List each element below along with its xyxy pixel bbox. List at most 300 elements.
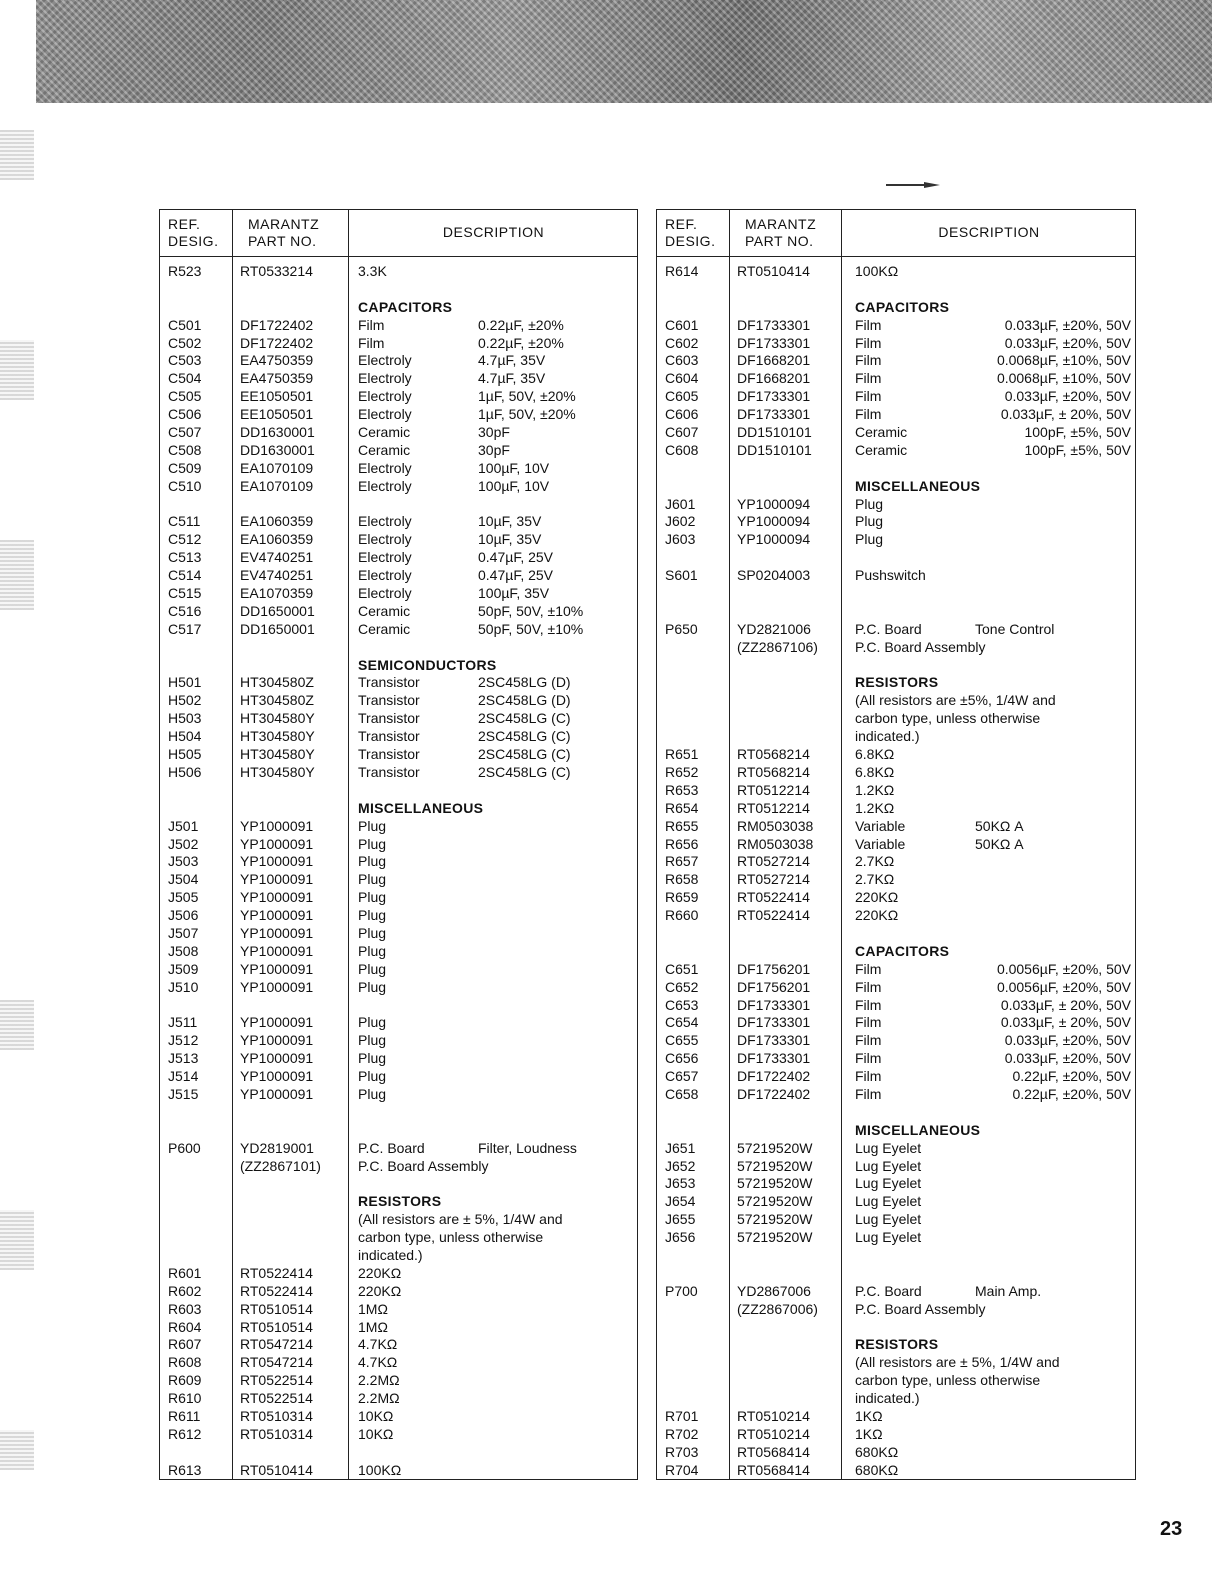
table-row — [657, 1229, 1135, 1247]
value-cell: 10µF, 35V — [478, 531, 542, 548]
ref-desig-cell: C508 — [168, 441, 202, 458]
table-row — [657, 639, 1135, 657]
ref-desig-cell: J508 — [168, 942, 199, 959]
ref-desig-cell: R702 — [665, 1425, 699, 1442]
ref-desig-cell: C507 — [168, 424, 202, 441]
table-row — [657, 764, 1135, 782]
part-no-cell: RT0510214 — [737, 1425, 810, 1442]
description-cell: 4.7KΩ — [358, 1336, 398, 1353]
table-row — [160, 710, 637, 728]
ref-desig-cell: R609 — [168, 1372, 202, 1389]
description-cell: Plug — [358, 978, 387, 995]
table-row — [160, 818, 637, 836]
description-cell: P.C. Board Assembly — [855, 1300, 986, 1317]
description-cell: 6.8KΩ — [855, 763, 895, 780]
description-cell: 1MΩ — [358, 1318, 388, 1335]
table-row — [160, 1086, 637, 1104]
table-row — [657, 1426, 1135, 1444]
description-cell: indicated.) — [855, 1390, 920, 1407]
part-no-cell: YP1000091 — [240, 853, 314, 870]
part-no-cell: EA4750359 — [240, 352, 314, 369]
description-cell: 2.7KΩ — [855, 853, 895, 870]
table-row — [657, 424, 1135, 442]
value-cell: 2SC458LG (C) — [478, 746, 571, 763]
table-row — [657, 1247, 1135, 1265]
value-cell: 0.22µF, ±20% — [478, 316, 564, 333]
description-cell: Electroly — [358, 477, 412, 494]
part-no-cell: RM0503038 — [737, 835, 814, 852]
part-no-cell: 57219520W — [737, 1157, 813, 1174]
section-heading: RESISTORS — [855, 674, 939, 691]
description-cell: Transistor — [358, 746, 420, 763]
value-cell: 2SC458LG (D) — [478, 692, 571, 709]
part-no-cell: YD2821006 — [737, 620, 811, 637]
part-no-cell: RT0547214 — [240, 1354, 313, 1371]
description-cell: P.C. Board — [855, 620, 922, 637]
table-row — [657, 674, 1135, 692]
header-desig: DESIG. — [665, 233, 716, 249]
value-cell: 50KΩ A — [975, 817, 1024, 834]
table-row — [657, 1301, 1135, 1319]
part-no-cell: YD2819001 — [240, 1139, 314, 1156]
ref-desig-cell: C505 — [168, 388, 202, 405]
header-ref: REF. — [168, 216, 201, 232]
ref-desig-cell: R701 — [665, 1408, 699, 1424]
description-header: DESCRIPTION — [938, 224, 1040, 240]
value-cell: Filter, Loudness — [478, 1139, 577, 1156]
part-no-cell: YP1000091 — [240, 924, 314, 941]
table-row — [657, 317, 1135, 335]
table-row — [160, 1158, 637, 1176]
table-row — [160, 889, 637, 907]
description-cell: 220KΩ — [855, 889, 899, 906]
table-row — [160, 943, 637, 961]
table-row — [160, 496, 637, 514]
description-cell: Electroly — [358, 370, 412, 387]
ref-desig-cell: R651 — [665, 746, 699, 763]
description-cell: Film — [855, 334, 882, 351]
ref-desig-cell: C602 — [665, 334, 699, 351]
table-row — [657, 478, 1135, 496]
description-cell: Film — [855, 352, 882, 369]
value-cell: 50pF, 50V, ±10% — [478, 602, 584, 619]
part-no-cell: 57219520W — [737, 1229, 813, 1246]
part-no-cell: DF1733301 — [737, 388, 811, 405]
value-cell: 2SC458LG (C) — [478, 710, 571, 727]
description-cell: Film — [855, 1032, 882, 1049]
value-cell: 0.033µF, ±20%, 50V — [1004, 1032, 1131, 1049]
description-cell: Film — [855, 978, 882, 995]
section-heading: MISCELLANEOUS — [855, 477, 981, 494]
header-part-no: PART NO. — [248, 233, 317, 249]
part-no-cell: RT0568414 — [737, 1443, 810, 1460]
table-row — [657, 907, 1135, 925]
value-cell: 2SC458LG (D) — [478, 674, 571, 691]
ref-desig-cell: R659 — [665, 889, 699, 906]
part-no-cell: RT0547214 — [240, 1336, 313, 1353]
table-row — [657, 585, 1135, 603]
part-no-cell: YP1000094 — [737, 495, 811, 512]
ref-desig-cell: C516 — [168, 602, 202, 619]
table-row — [657, 746, 1135, 764]
table-row — [160, 1301, 637, 1319]
table-row — [160, 1247, 637, 1265]
description-cell: 220KΩ — [358, 1282, 402, 1299]
table-row — [160, 281, 637, 299]
part-no-cell: EA1060359 — [240, 513, 314, 530]
ref-desig-cell: R655 — [665, 817, 699, 834]
description-cell: Film — [855, 1050, 882, 1067]
table-row — [657, 281, 1135, 299]
table-row — [160, 317, 637, 335]
description-cell: Ceramic — [358, 441, 411, 458]
table-row — [657, 1390, 1135, 1408]
table-row — [160, 836, 637, 854]
part-no-cell: DF1733301 — [737, 996, 811, 1013]
part-no-cell: DF1733301 — [737, 1032, 811, 1049]
table-row — [657, 1086, 1135, 1104]
part-no-cell: YP1000091 — [240, 1085, 314, 1102]
ref-desig-cell: J506 — [168, 907, 199, 924]
value-cell: 0.0056µF, ±20%, 50V — [996, 960, 1131, 977]
header-marantz: MARANTZ — [745, 216, 817, 232]
value-cell: 50KΩ A — [975, 835, 1024, 852]
value-cell: 30pF — [478, 424, 510, 441]
ref-desig-cell: J655 — [665, 1211, 696, 1228]
description-cell: Film — [855, 1014, 882, 1031]
ref-desig-cell: R612 — [168, 1425, 202, 1442]
description-cell: Ceramic — [855, 424, 908, 441]
table-row — [160, 657, 637, 675]
table-row — [657, 1140, 1135, 1158]
description-cell: Electroly — [358, 406, 412, 423]
table-row — [160, 460, 637, 478]
description-cell: Lug Eyelet — [855, 1229, 922, 1246]
ref-desig-cell: R614 — [665, 263, 699, 279]
ref-desig-cell: J509 — [168, 960, 199, 977]
description-cell: Film — [855, 406, 882, 423]
description-cell: Plug — [358, 817, 387, 834]
value-cell: 1µF, 50V, ±20% — [478, 388, 576, 405]
ref-desig-cell: J512 — [168, 1032, 199, 1049]
part-no-cell: RT0568214 — [737, 763, 810, 780]
description-cell: Electroly — [358, 352, 412, 369]
section-heading: RESISTORS — [358, 1193, 442, 1210]
ref-desig-cell: P650 — [665, 620, 698, 637]
table-row — [657, 871, 1135, 889]
part-no-cell: EA1060359 — [240, 531, 314, 548]
description-cell: Film — [855, 1085, 882, 1102]
description-cell: Plug — [358, 871, 387, 888]
part-no-cell: RT0510414 — [240, 1461, 313, 1478]
ref-desig-cell: C503 — [168, 352, 202, 369]
part-no-cell: HT304580Y — [240, 763, 315, 780]
description-cell: carbon type, unless otherwise — [855, 710, 1041, 727]
table-row — [160, 1372, 637, 1390]
ref-desig-cell: R657 — [665, 853, 699, 870]
value-cell: 0.22µF, ±20%, 50V — [1012, 1085, 1131, 1102]
table-row — [160, 746, 637, 764]
table-row — [657, 925, 1135, 943]
ref-desig-cell: C510 — [168, 477, 202, 494]
table-row — [657, 961, 1135, 979]
description-cell: Plug — [358, 942, 387, 959]
ref-desig-cell: J602 — [665, 513, 696, 530]
part-no-cell: (ZZ2867006) — [737, 1300, 818, 1317]
part-no-cell: DF1733301 — [737, 316, 811, 333]
table-row — [160, 263, 637, 281]
description-cell: Transistor — [358, 692, 420, 709]
ref-desig-cell: H505 — [168, 746, 202, 763]
part-no-cell: DF1722402 — [240, 316, 314, 333]
part-no-cell: YP1000091 — [240, 978, 314, 995]
description-cell: indicated.) — [358, 1246, 423, 1263]
description-cell: Plug — [358, 960, 387, 977]
part-no-cell: RT0527214 — [737, 871, 810, 888]
table-row — [657, 406, 1135, 424]
ref-desig-cell: C501 — [168, 316, 202, 333]
table-row — [657, 1444, 1135, 1462]
description-cell: Film — [855, 960, 882, 977]
part-no-cell: DD1650001 — [240, 620, 315, 637]
table-row — [160, 406, 637, 424]
ref-desig-cell: R601 — [168, 1264, 202, 1281]
description-cell: Plug — [358, 835, 387, 852]
part-no-cell: RT0522414 — [240, 1264, 313, 1281]
value-cell: 10µF, 35V — [478, 513, 542, 530]
table-row — [160, 335, 637, 353]
ref-desig-cell: C603 — [665, 352, 699, 369]
table-row — [657, 1354, 1135, 1372]
description-cell: Plug — [358, 907, 387, 924]
section-heading: SEMICONDUCTORS — [358, 656, 497, 673]
table-row — [160, 1193, 637, 1211]
ref-desig-cell: C607 — [665, 424, 699, 441]
table-row — [160, 1336, 637, 1354]
description-cell: Plug — [358, 1050, 387, 1067]
part-no-cell: YP1000091 — [240, 960, 314, 977]
description-cell: carbon type, unless otherwise — [358, 1229, 544, 1246]
value-cell: 2SC458LG (C) — [478, 728, 571, 745]
part-no-cell: EA4750359 — [240, 370, 314, 387]
table-row — [657, 496, 1135, 514]
description-cell: Plug — [358, 853, 387, 870]
part-no-cell: YP1000094 — [737, 513, 811, 530]
description-cell: P.C. Board Assembly — [358, 1157, 489, 1174]
value-cell: 100µF, 10V — [478, 477, 550, 494]
table-body — [657, 263, 1135, 1480]
table-row — [160, 1014, 637, 1032]
ref-desig-cell: J654 — [665, 1193, 696, 1210]
table-row — [657, 567, 1135, 585]
table-row — [657, 1032, 1135, 1050]
binding-edge-mark — [0, 1210, 34, 1270]
part-no-cell: 57219520W — [737, 1175, 813, 1192]
ref-desig-cell: R602 — [168, 1282, 202, 1299]
section-heading: MISCELLANEOUS — [358, 799, 484, 816]
table-body — [160, 263, 637, 1480]
part-no-cell: YP1000091 — [240, 1014, 314, 1031]
table-row — [160, 692, 637, 710]
description-cell: Film — [855, 1068, 882, 1085]
header-part-no: PART NO. — [745, 233, 814, 249]
part-no-cell: DD1510101 — [737, 424, 812, 441]
description-cell: 220KΩ — [358, 1264, 402, 1281]
part-no-cell: RT0533214 — [240, 263, 313, 279]
ref-desig-cell: C605 — [665, 388, 699, 405]
table-row — [160, 299, 637, 317]
table-row — [657, 335, 1135, 353]
ref-desig-cell: P700 — [665, 1282, 698, 1299]
ref-desig-cell: J507 — [168, 924, 199, 941]
part-no-cell: DD1650001 — [240, 602, 315, 619]
ref-desig-cell: C512 — [168, 531, 202, 548]
binding-edge-mark — [0, 340, 34, 400]
part-no-cell: RT0522514 — [240, 1390, 313, 1407]
value-cell: 0.033µF, ±20%, 50V — [1004, 1050, 1131, 1067]
description-cell: Pushswitch — [855, 567, 926, 584]
part-no-cell: DF1733301 — [737, 1050, 811, 1067]
value-cell: 0.033µF, ±20%, 50V — [1004, 388, 1131, 405]
value-cell: 0.0056µF, ±20%, 50V — [996, 978, 1131, 995]
table-row — [657, 603, 1135, 621]
part-no-cell: HT304580Y — [240, 728, 315, 745]
value-cell: 0.47µF, 25V — [478, 549, 554, 566]
ref-desig-cell: C502 — [168, 334, 202, 351]
part-no-cell: RT0510314 — [240, 1408, 313, 1424]
description-cell: 1MΩ — [358, 1300, 388, 1317]
description-cell: Plug — [855, 513, 884, 530]
description-cell: Film — [855, 316, 882, 333]
table-row — [657, 1265, 1135, 1283]
ref-desig-cell: R610 — [168, 1390, 202, 1407]
part-no-cell: RT0510414 — [737, 263, 810, 279]
ref-desig-cell: C515 — [168, 585, 202, 602]
description-cell: Plug — [358, 924, 387, 941]
table-row — [160, 603, 637, 621]
parts-table-left — [159, 209, 638, 1480]
ref-desig-cell: J651 — [665, 1139, 696, 1156]
table-row — [160, 728, 637, 746]
value-cell: 0.22µF, ±20% — [478, 334, 564, 351]
value-cell: Tone Control — [975, 620, 1055, 637]
part-no-cell: DF1733301 — [737, 1014, 811, 1031]
table-row — [160, 388, 637, 406]
ref-desig-cell: C608 — [665, 441, 699, 458]
description-cell: Transistor — [358, 728, 420, 745]
ref-desig-cell: R611 — [168, 1408, 201, 1424]
description-cell: 100KΩ — [855, 263, 899, 279]
value-cell: 100µF, 35V — [478, 585, 550, 602]
ref-desig-cell: C658 — [665, 1085, 699, 1102]
ref-desig-cell: R652 — [665, 763, 699, 780]
section-heading: CAPACITORS — [855, 298, 950, 315]
table-row — [657, 657, 1135, 675]
value-cell: 0.0068µF, ±10%, 50V — [996, 352, 1131, 369]
table-row — [160, 352, 637, 370]
part-no-cell: RT0522414 — [737, 907, 810, 924]
value-cell: 0.22µF, ±20%, 50V — [1012, 1068, 1131, 1085]
ref-desig-cell: R660 — [665, 907, 699, 924]
table-row — [160, 871, 637, 889]
ref-desig-cell: C652 — [665, 978, 699, 995]
ref-desig-cell: J502 — [168, 835, 199, 852]
part-no-cell: HT304580Z — [240, 674, 314, 691]
ref-desig-cell: J501 — [168, 817, 199, 834]
ref-desig-cell: J513 — [168, 1050, 199, 1067]
table-row — [657, 370, 1135, 388]
part-no-cell: EA1070109 — [240, 477, 314, 494]
ref-desig-cell: J505 — [168, 889, 199, 906]
ref-desig-cell: S601 — [665, 567, 698, 584]
description-cell: 2.7KΩ — [855, 871, 895, 888]
description-cell: Transistor — [358, 763, 420, 780]
table-row — [657, 1014, 1135, 1032]
table-row — [657, 1158, 1135, 1176]
parts-table-right — [656, 209, 1136, 1480]
table-row — [160, 1390, 637, 1408]
table-row — [160, 585, 637, 603]
table-row — [160, 531, 637, 549]
binding-edge-mark — [0, 130, 34, 180]
ref-desig-cell: J652 — [665, 1157, 696, 1174]
part-no-cell: DF1722402 — [737, 1068, 811, 1085]
ref-desig-cell: C655 — [665, 1032, 699, 1049]
table-row — [657, 1050, 1135, 1068]
ref-desig-cell: R654 — [665, 799, 699, 816]
description-cell: Electroly — [358, 549, 412, 566]
header-banner — [36, 0, 1212, 103]
table-row — [657, 621, 1135, 639]
ref-desig-header — [168, 216, 218, 250]
description-cell: 3.3K — [358, 263, 387, 279]
part-no-cell: RM0503038 — [737, 817, 814, 834]
description-cell: (All resistors are ±5%, 1/4W and — [855, 692, 1056, 709]
part-no-cell: RT0512214 — [737, 781, 810, 798]
table-row — [160, 1211, 637, 1229]
ref-desig-cell: R656 — [665, 835, 699, 852]
part-no-cell: 57219520W — [737, 1193, 813, 1210]
part-no-cell: RT0510514 — [240, 1318, 313, 1335]
description-cell: Plug — [855, 531, 884, 548]
part-no-cell: RT0510514 — [240, 1300, 313, 1317]
description-cell: 1.2KΩ — [855, 799, 895, 816]
part-no-header — [745, 216, 816, 250]
part-no-header — [248, 216, 319, 250]
ref-desig-cell: C657 — [665, 1068, 699, 1085]
binding-edge-mark — [0, 1000, 34, 1050]
part-no-cell: YD2867006 — [737, 1282, 811, 1299]
table-row — [657, 1122, 1135, 1140]
part-no-cell: DF1722402 — [737, 1085, 811, 1102]
description-cell: 2.2MΩ — [358, 1372, 400, 1389]
ref-desig-cell: R653 — [665, 781, 699, 798]
table-row — [657, 979, 1135, 997]
description-cell: 10KΩ — [358, 1425, 394, 1442]
ref-desig-cell: C509 — [168, 459, 202, 476]
value-cell: 100µF, 10V — [478, 459, 550, 476]
table-row — [657, 1408, 1135, 1426]
table-row — [160, 639, 637, 657]
value-cell: 2SC458LG (C) — [478, 763, 571, 780]
part-no-cell: DD1510101 — [737, 441, 812, 458]
ref-desig-cell: H506 — [168, 763, 202, 780]
table-row — [160, 1283, 637, 1301]
table-row — [160, 1462, 637, 1480]
table-row — [160, 1032, 637, 1050]
part-no-cell: YP1000091 — [240, 817, 314, 834]
ref-desig-cell: C506 — [168, 406, 202, 423]
